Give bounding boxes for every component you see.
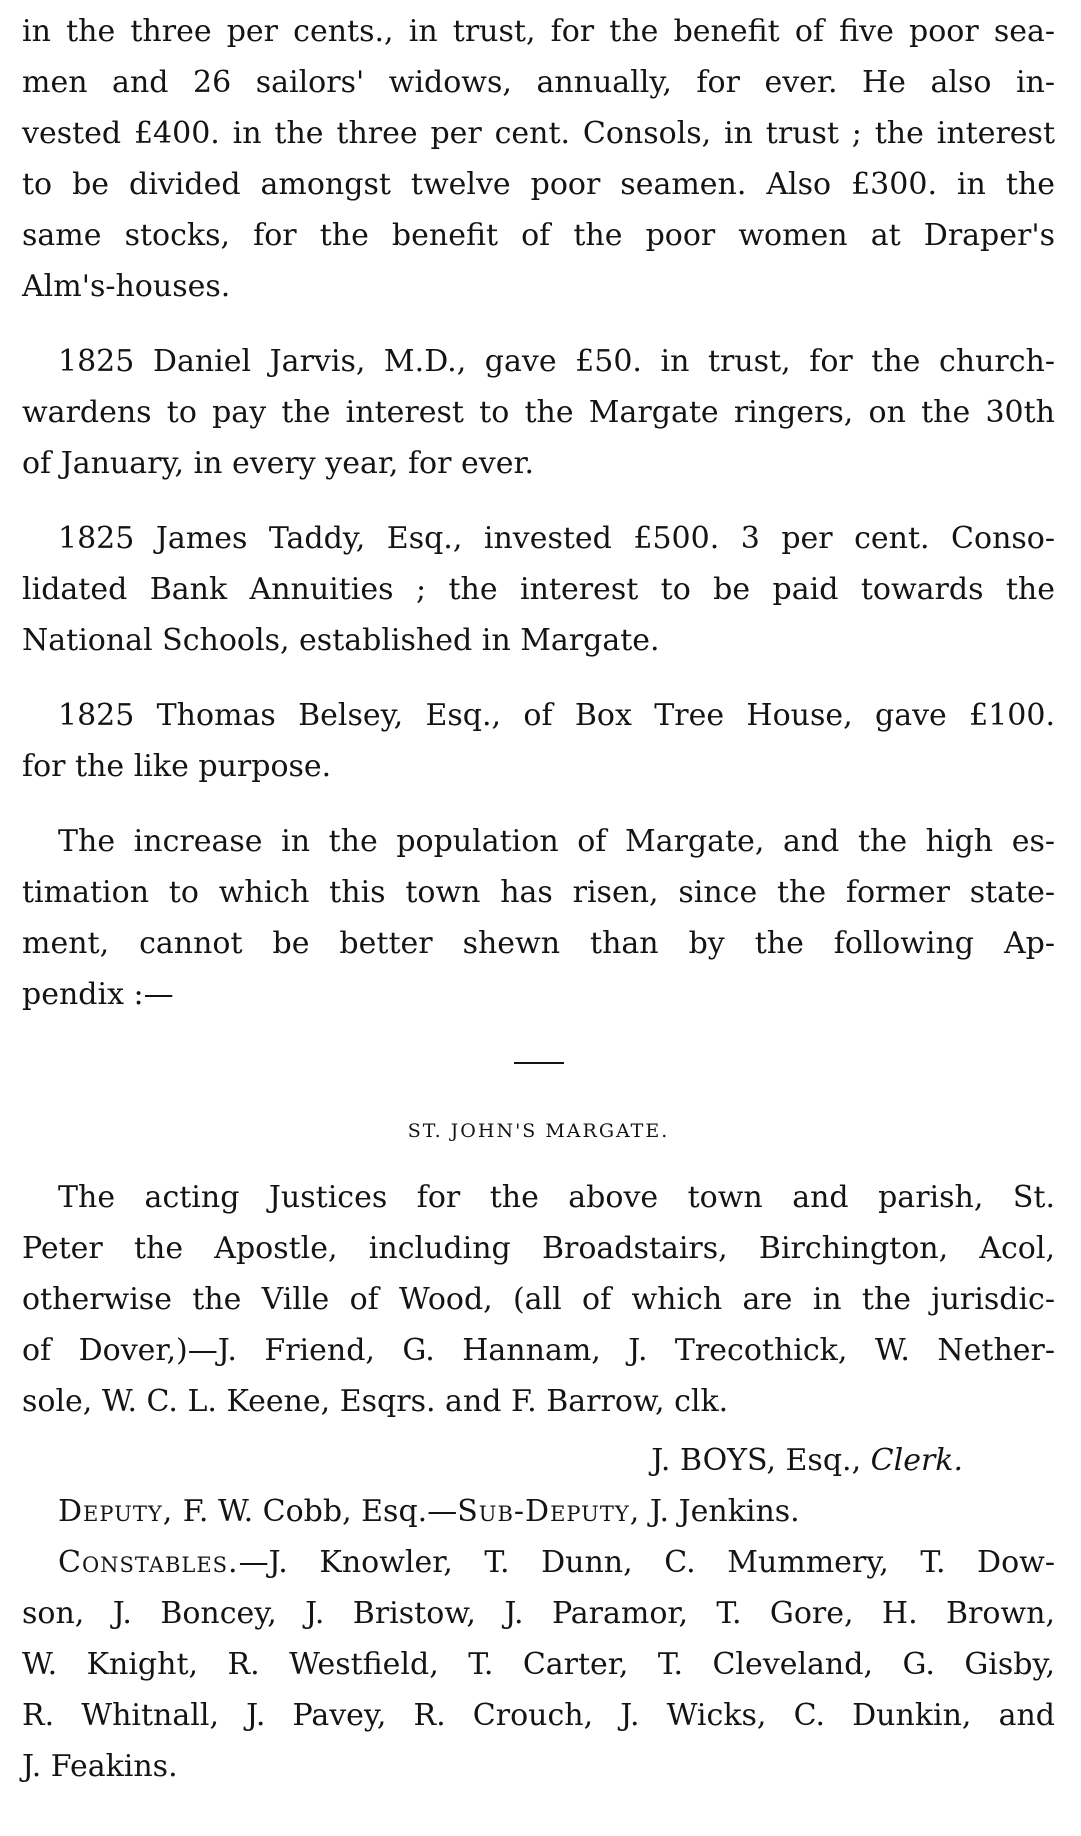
text-line: Alm's-houses.	[22, 269, 231, 304]
text-line: wardens to pay the interest to the Margate ringers, on the 30th	[22, 395, 1055, 430]
sub-deputy-text: J. Jenkins.	[640, 1494, 800, 1529]
text-line: 1825 James Taddy, Esq., invested £500. 3 per cent. Conso-	[58, 521, 1055, 556]
text-line: of January, in every year, for ever.	[22, 446, 535, 481]
text-line: to be divided amongst twelve poor seamen. Also £300. in the	[22, 167, 1055, 202]
paragraph-bequest-seamen	[22, 0, 1055, 312]
text-line: R. Whitnall, J. Pavey, R. Crouch, J. Wicks, C. Dunkin, and	[22, 1698, 1055, 1733]
text-line: timation to which this town has risen, since the former state-	[22, 875, 1055, 910]
paragraph-constables	[22, 1537, 1055, 1792]
text-line: otherwise the Ville of Wood, (all of which are in the jurisdic-	[22, 1282, 1055, 1317]
paragraph-jarvis	[22, 336, 1055, 489]
deputy-line	[22, 1486, 1055, 1537]
paragraph-justices	[22, 1172, 1055, 1427]
text-line: for the like purpose.	[22, 749, 332, 784]
clerk-title: Clerk.	[870, 1443, 963, 1478]
clerk-name: J. BOYS, Esq.,	[651, 1443, 871, 1478]
text-line: J. Feakins.	[22, 1749, 178, 1784]
text-line: 1825 Daniel Jarvis, M.D., gave £50. in trust, for the church-	[58, 344, 1055, 379]
text-line: vested £400. in the three per cent. Consols, in trust ; the interest	[22, 116, 1055, 151]
constables-label: Constables.	[58, 1545, 239, 1580]
text-line: W. Knight, R. Westfield, T. Carter, T. Cleveland, G. Gisby,	[22, 1647, 1055, 1682]
clerk-line	[22, 1435, 1055, 1486]
text-line: National Schools, established in Margate.	[22, 623, 660, 658]
text-line: pendix :—	[22, 977, 174, 1012]
text-line	[22, 1537, 1055, 1588]
paragraph-population	[22, 816, 1055, 1020]
text-line: ment, cannot be better shewn than by the following Ap-	[22, 926, 1055, 961]
text-line: in the three per cents., in trust, for the benefit of five poor sea-	[22, 14, 1055, 49]
deputy-label: Deputy,	[58, 1494, 174, 1529]
text-line: men and 26 sailors' widows, annually, for ever. He also in-	[22, 65, 1055, 100]
text-line: 1825 Thomas Belsey, Esq., of Box Tree House, gave £100.	[58, 698, 1055, 733]
text-line: Peter the Apostle, including Broadstairs, Birchington, Acol,	[22, 1231, 1055, 1266]
section-divider	[514, 1062, 564, 1064]
deputy-text: F. W. Cobb, Esq.—	[173, 1494, 458, 1529]
text-line: sole, W. C. L. Keene, Esqrs. and F. Barrow, clk.	[22, 1384, 729, 1419]
text-line: same stocks, for the benefit of the poor women at Draper's	[22, 218, 1055, 253]
text-line: of Dover,)—J. Friend, G. Hannam, J. Trecothick, W. Nether-	[22, 1333, 1055, 1368]
section-heading: ST. JOHN'S MARGATE.	[407, 1120, 670, 1142]
paragraph-taddy	[22, 513, 1055, 666]
constables-first-line: —J. Knowler, T. Dunn, C. Mummery, T. Dow-	[238, 1545, 1055, 1580]
text-line: The acting Justices for the above town and parish, St.	[58, 1180, 1055, 1215]
text-line: son, J. Boncey, J. Bristow, J. Paramor, T. Gore, H. Brown,	[22, 1596, 1055, 1631]
sub-deputy-label: Sub-Deputy,	[457, 1494, 641, 1529]
text-line: lidated Bank Annuities ; the interest to be paid towards the	[22, 572, 1055, 607]
paragraph-belsey	[22, 690, 1055, 792]
text-line	[22, 1486, 1055, 1537]
text-line: The increase in the population of Margate, and the high es-	[58, 824, 1055, 859]
